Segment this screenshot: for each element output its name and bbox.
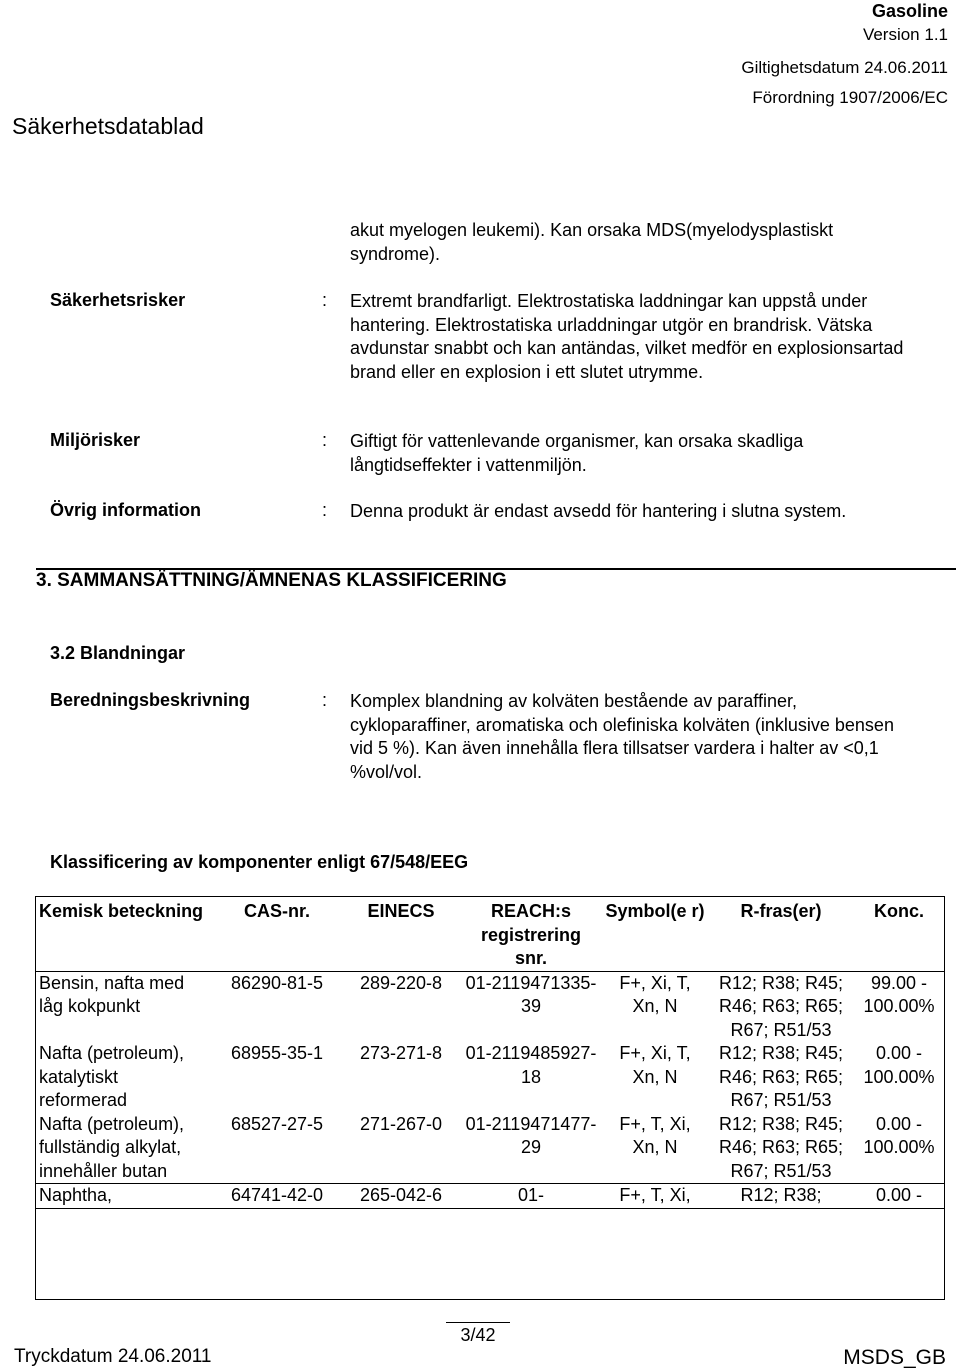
page-number: 3/42 — [446, 1322, 510, 1346]
cell-cas: 68527-27-5 — [230, 1113, 324, 1134]
col-header-symbol: Symbol(e r) — [601, 896, 709, 971]
cell-conc: 0.00 - — [853, 1184, 945, 1209]
row-colon: : — [322, 290, 328, 310]
row-colon: : — [322, 690, 328, 710]
classification-title: Klassificering av komponenter enligt 67/548/EEG — [50, 852, 469, 872]
table-row — [35, 1184, 945, 1209]
version-label: Version 1.1 — [862, 25, 948, 44]
continuation-text: akut myelogen leukemi). Kan orsaka MDS(myelodysplastiskt syndrome). — [350, 220, 834, 264]
cell-einecs: 289-220-8 — [359, 972, 443, 993]
product-name: Gasoline — [871, 1, 948, 21]
row-label-safety-risks: Säkerhetsrisker — [50, 290, 186, 310]
subsection-title: 3.2 Blandningar — [50, 643, 186, 663]
cell-name: Nafta (petroleum), katalytiskt reformerad — [39, 1043, 185, 1110]
cell-conc: 0.00 - 100.00% — [863, 1113, 935, 1157]
cell-einecs: 265-042-6 — [341, 1184, 461, 1209]
cell-symbol: F+, T, Xi, Xn, N — [619, 1113, 691, 1157]
cell-rphrases: R12; R38; R45; R46; R63; R65; R67; R51/53 — [718, 1043, 844, 1110]
cell-name: Naphtha, — [35, 1184, 213, 1209]
document-title: Säkerhetsdatablad — [12, 113, 204, 139]
cell-reach: 01-2119471477-29 — [465, 1113, 597, 1157]
row-label-preparation: Beredningsbeskrivning — [50, 690, 251, 710]
document-code: MSDS_GB — [843, 1346, 946, 1369]
print-date: Tryckdatum 24.06.2011 — [14, 1346, 212, 1367]
cell-cas: 64741-42-0 — [213, 1184, 341, 1209]
cell-symbol: F+, Xi, T, Xn, N — [619, 1043, 691, 1087]
table-row — [35, 1113, 945, 1184]
cell-name: Bensin, nafta med låg kokpunkt — [39, 972, 185, 1016]
cell-conc: 99.00 - 100.00% — [863, 972, 935, 1016]
row-text-safety-risks: Extremt brandfarligt. Elektrostatiska laddningar kan uppstå under hantering. Elektrostatiska urladdningar utgör en brandrisk. Vätska avdunstar snabbt och kan antändas, vilket medför en explosionsartad brand eller en explosion i ett slutet utrymme. — [350, 291, 904, 382]
row-text-preparation: Komplex blandning av kolväten bestående av paraffiner, cykloparaffiner, aromatiska och olefiniska kolväten (inklusive bensen vid 5 %). Kan även innehålla flera tillsatser vardera i halter av <0,1 %vol/vol. — [350, 691, 894, 782]
col-header-cas: CAS-nr. — [213, 896, 341, 971]
row-colon: : — [322, 430, 328, 450]
regulation-label: Förordning 1907/2006/EC — [752, 88, 948, 107]
col-header-name: Kemisk beteckning — [35, 896, 213, 971]
table-row — [35, 971, 945, 1042]
components-table — [35, 896, 945, 1209]
cell-rphrases: R12; R38; R45; R46; R63; R65; R67; R51/53 — [718, 1113, 844, 1181]
cell-einecs: 271-267-0 — [359, 1113, 443, 1134]
cell-einecs: 273-271-8 — [359, 1043, 443, 1063]
row-label-environment-risks: Miljörisker — [50, 430, 141, 450]
cell-reach: 01- — [461, 1184, 601, 1209]
cell-symbol: F+, T, Xi, — [601, 1184, 709, 1209]
cell-reach: 01-2119471335-39 — [465, 972, 597, 1016]
section-title: 3. SAMMANSÄTTNING/ÄMNENAS KLASSIFICERING — [36, 570, 507, 591]
col-header-reach: REACH:s registrering snr. — [461, 896, 601, 971]
table-header-row — [35, 896, 945, 971]
row-text-other-info: Denna produkt är endast avsedd för hantering i slutna system. — [350, 501, 847, 521]
cell-rphrases: R12; R38; — [709, 1184, 853, 1209]
row-text-environment-risks: Giftigt för vattenlevande organismer, kan orsaka skadliga långtidseffekter i vattenmiljön. — [350, 431, 804, 475]
col-header-rphrases: R-fras(er) — [709, 896, 853, 971]
col-header-conc: Konc. — [853, 896, 945, 971]
cell-cas: 68955-35-1 — [230, 1043, 324, 1063]
cell-name: Nafta (petroleum), fullständig alkylat, innehåller butan — [39, 1113, 185, 1181]
cell-reach: 01-2119485927-18 — [465, 1043, 597, 1087]
cell-rphrases: R12; R38; R45; R46; R63; R65; R67; R51/53 — [718, 972, 844, 1040]
table-row — [35, 1042, 945, 1113]
cell-cas: 86290-81-5 — [230, 972, 324, 993]
cell-conc: 0.00 - 100.00% — [863, 1043, 935, 1087]
validity-date: Giltighetsdatum 24.06.2011 — [741, 58, 948, 77]
cell-symbol: F+, Xi, T, Xn, N — [619, 972, 691, 1016]
row-label-other-info: Övrig information — [50, 500, 202, 520]
row-colon: : — [322, 500, 328, 520]
col-header-einecs: EINECS — [341, 896, 461, 971]
